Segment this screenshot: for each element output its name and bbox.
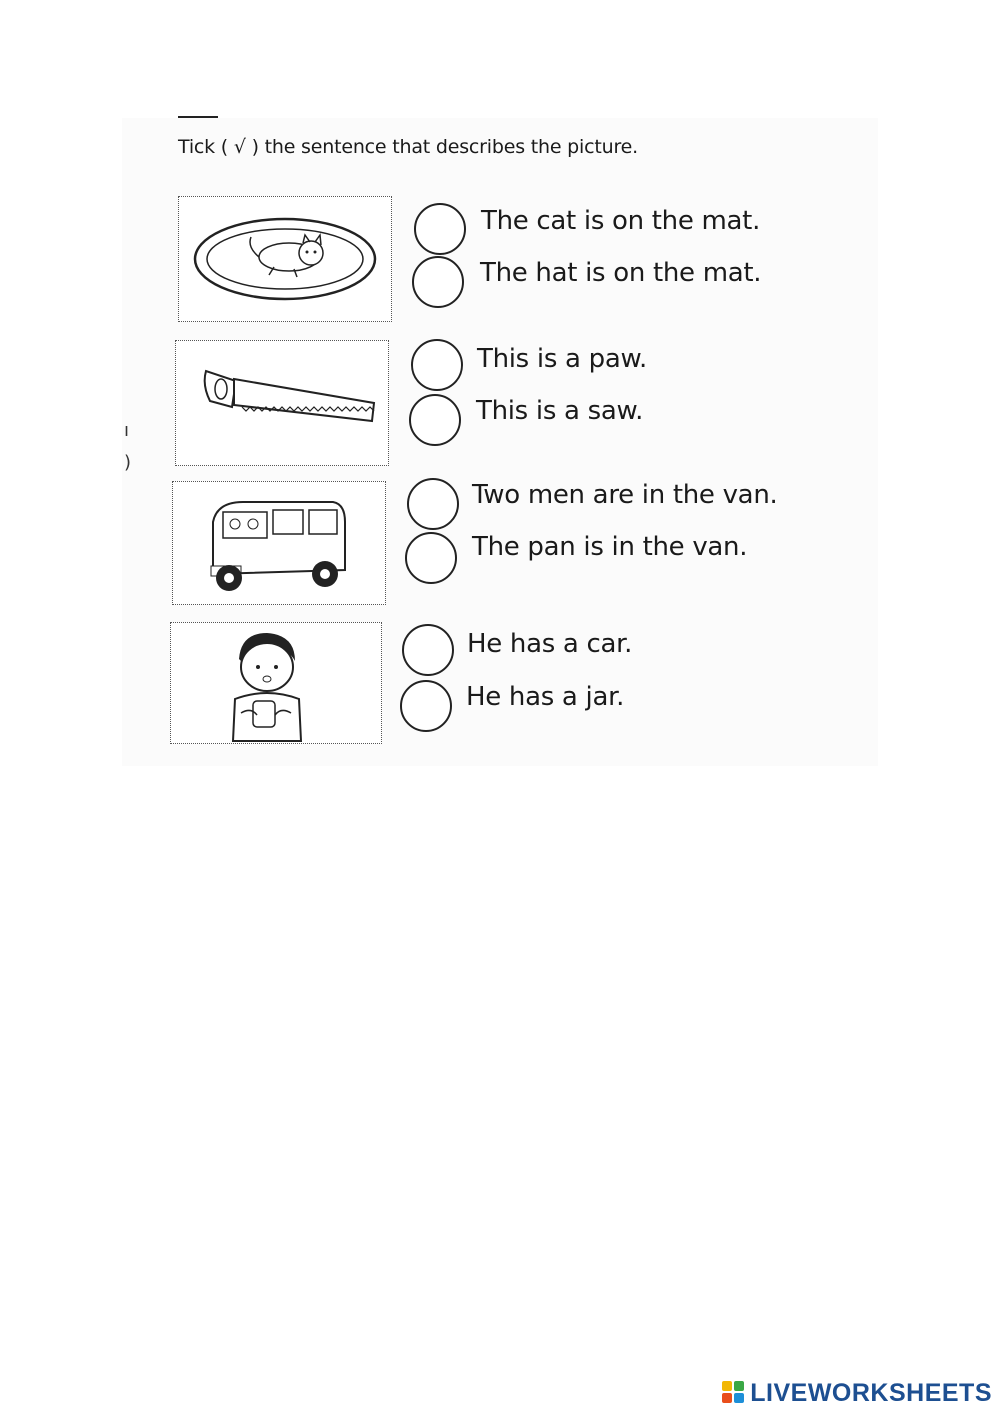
option-text-q4-a: He has a car. bbox=[467, 629, 633, 659]
option-checkbox-q2-a[interactable] bbox=[411, 339, 463, 391]
option-text-q1-b: The hat is on the mat. bbox=[480, 258, 762, 288]
cat-on-mat-picture bbox=[178, 196, 392, 322]
option-checkbox-q1-a[interactable] bbox=[414, 203, 466, 255]
margin-mark: ) bbox=[124, 452, 132, 473]
option-text-q3-a: Two men are in the van. bbox=[472, 480, 778, 510]
option-checkbox-q4-b[interactable] bbox=[400, 680, 452, 732]
instruction-text: Tick ( √ ) the sentence that describes the picture. bbox=[178, 136, 638, 158]
option-text-q1-a: The cat is on the mat. bbox=[481, 206, 761, 236]
boy-with-jar-picture bbox=[170, 622, 382, 744]
scan-mark bbox=[178, 116, 218, 118]
option-text-q4-b: He has a jar. bbox=[466, 682, 625, 712]
option-checkbox-q3-a[interactable] bbox=[407, 478, 459, 530]
option-text-q3-b: The pan is in the van. bbox=[472, 532, 748, 562]
margin-mark: ı bbox=[124, 420, 130, 441]
option-text-q2-b: This is a saw. bbox=[476, 396, 644, 426]
liveworksheets-watermark bbox=[722, 1378, 992, 1408]
option-checkbox-q3-b[interactable] bbox=[405, 532, 457, 584]
option-text-q2-a: This is a paw. bbox=[477, 344, 648, 374]
van-picture bbox=[172, 481, 386, 605]
option-checkbox-q1-b[interactable] bbox=[412, 256, 464, 308]
watermark-text: LIVEWORKSHEETS bbox=[750, 1378, 992, 1407]
option-checkbox-q2-b[interactable] bbox=[409, 394, 461, 446]
liveworksheets-logo-icon bbox=[722, 1381, 746, 1405]
option-checkbox-q4-a[interactable] bbox=[402, 624, 454, 676]
saw-picture bbox=[175, 340, 389, 466]
